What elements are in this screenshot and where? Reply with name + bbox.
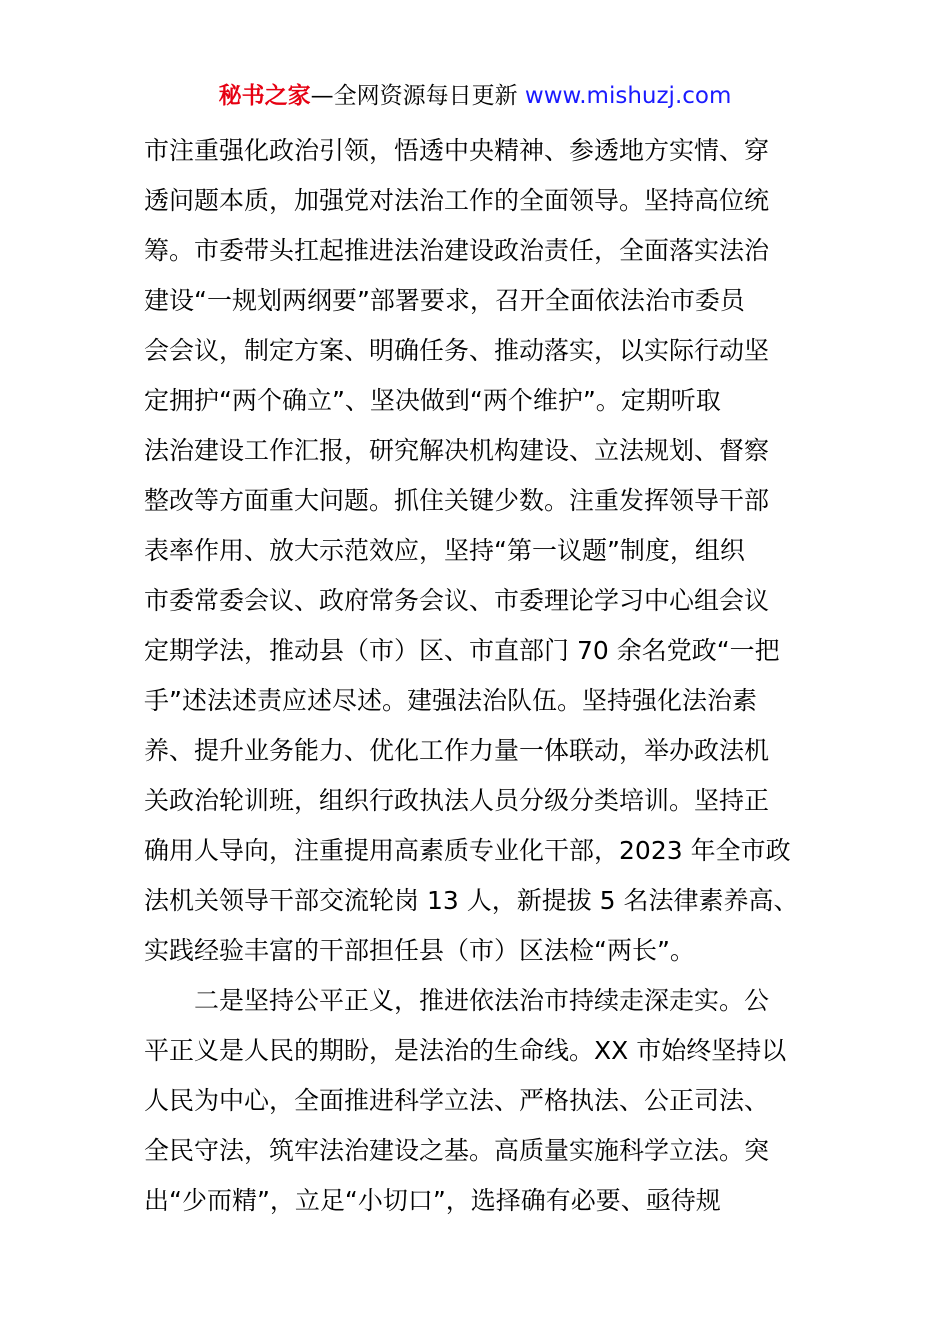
text-line: 透问题本质，加强党对法治工作的全面领导。坚持高位统	[144, 186, 770, 215]
text-line: 定期学法，推动县（市）区、市直部门 70 余名党政“一把	[144, 636, 780, 665]
text-line: 实践经验丰富的干部担任县（市）区法检“两长”。	[144, 936, 695, 965]
text-line: 定拥护“两个确立”、坚决做到“两个维护”。定期听取	[144, 386, 721, 415]
site-tagline: —全网资源每日更新	[310, 83, 518, 109]
text-line: 手”述法述责应述尽述。建强法治队伍。坚持强化法治素	[144, 686, 757, 715]
text-line: 出“少而精”，立足“小切口”，选择确有必要、亟待规	[144, 1186, 721, 1215]
text-line: 全民守法，筑牢法治建设之基。高质量实施科学立法。突	[144, 1136, 770, 1165]
site-brand: 秘书之家	[218, 83, 311, 109]
text-line: 平正义是人民的期盼，是法治的生命线。XX 市始终坚持以	[144, 1036, 787, 1065]
site-url[interactable]: www.mishuzj.com	[517, 83, 732, 109]
text-line: 人民为中心，全面推进科学立法、严格执法、公正司法、	[144, 1086, 770, 1115]
paragraph-start-line: 二是坚持公平正义，推进依法治市持续走深走实。公	[194, 986, 770, 1015]
text-line: 法治建设工作汇报，研究解决机构建设、立法规划、督察	[144, 436, 770, 465]
text-line: 市注重强化政治引领，悟透中央精神、参透地方实情、穿	[144, 136, 770, 165]
page-header	[0, 80, 950, 112]
text-line: 表率作用、放大示范效应，坚持“第一议题”制度，组织	[144, 536, 745, 565]
document-body	[144, 126, 814, 1226]
text-line: 会会议，制定方案、明确任务、推动落实，以实际行动坚	[144, 336, 770, 365]
text-line: 市委常委会议、政府常务会议、市委理论学习中心组会议	[144, 586, 770, 615]
text-line: 关政治轮训班，组织行政执法人员分级分类培训。坚持正	[144, 786, 770, 815]
text-line: 建设“一规划两纲要”部署要求，召开全面依法治市委员	[144, 286, 745, 315]
text-line: 法机关领导干部交流轮岗 13 人，新提拔 5 名法律素养高、	[144, 886, 799, 915]
text-line: 筹。市委带头扛起推进法治建设政治责任，全面落实法治	[144, 236, 770, 265]
text-line: 养、提升业务能力、优化工作力量一体联动，举办政法机	[144, 736, 770, 765]
text-line: 确用人导向，注重提用高素质专业化干部，2023 年全市政	[144, 836, 791, 865]
text-line: 整改等方面重大问题。抓住关键少数。注重发挥领导干部	[144, 486, 770, 515]
